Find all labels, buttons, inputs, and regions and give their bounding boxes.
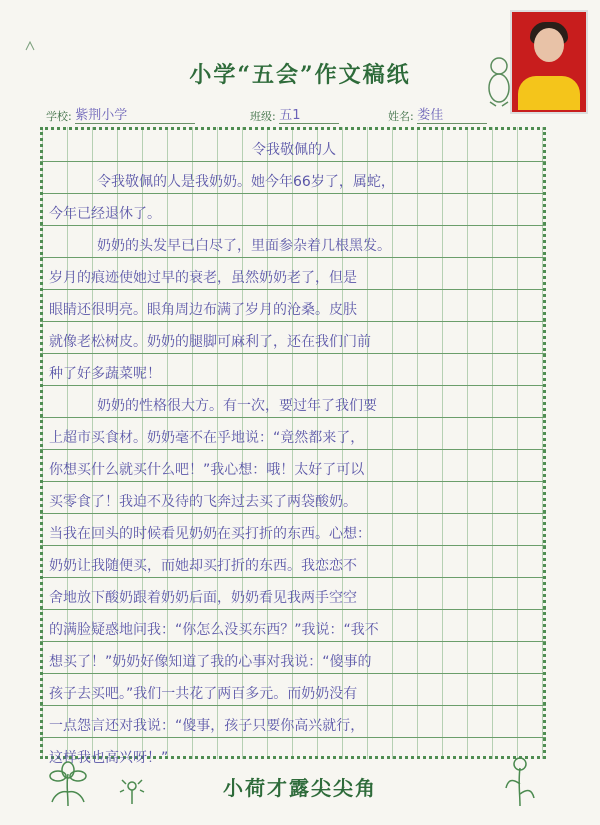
class-value: 五1: [279, 108, 301, 123]
name-label: 姓名:: [388, 110, 414, 123]
essay-text: [49, 134, 539, 774]
essay-line: 一点怨言还对我说：“傻事，孩子只要你高兴就行，: [49, 718, 365, 734]
school-label: 学校:: [46, 110, 72, 123]
essay-line: 奶奶的头发早已白尽了，里面参杂着几根黑发。: [97, 238, 391, 254]
small-flower-icon: [118, 776, 146, 806]
name-value: 娄佳: [417, 108, 444, 123]
frog-decoration-icon: [486, 54, 512, 108]
class-field: [250, 104, 339, 124]
essay-line: 这样我也高兴呀！”: [49, 750, 169, 766]
essay-line: 孩子去买吧。”我们一共花了两百多元。而奶奶没有: [49, 686, 358, 702]
essay-line: 当我在回头的时候看见奶奶在买打折的东西。心想：: [49, 526, 371, 542]
photo-face: [534, 28, 564, 62]
school-value: 紫荆小学: [75, 108, 128, 123]
school-field: [46, 104, 195, 124]
student-photo: [510, 10, 588, 114]
essay-line: 上超市买食材。奶奶毫不在乎地说：“竟然都来了，: [49, 430, 365, 446]
essay-line: 令我敬佩的人是我奶奶。她今年66岁了，属蛇，: [97, 174, 395, 190]
essay-line: 岁月的痕迹使她过早的衰老，虽然奶奶老了，但是: [49, 270, 357, 286]
corner-mark-icon: [24, 40, 36, 52]
essay-line: 你想买什么就买什么吧！”我心想：哦！太好了可以: [49, 462, 365, 478]
essay-line: 舍地放下酸奶跟着奶奶后面，奶奶看见我两手空空: [49, 590, 357, 606]
name-field: [388, 104, 487, 124]
essay-title: 令我敬佩的人: [252, 142, 336, 158]
essay-line: 奶奶的性格很大方。有一次，要过年了我们要: [97, 398, 377, 414]
essay-line: 想买了！”奶奶好像知道了我的心事对我说：“傻事的: [49, 654, 372, 670]
essay-line: 就像老松树皮。奶奶的腿脚可麻利了，还在我们门前: [49, 334, 371, 350]
essay-line: 今年已经退休了。: [49, 206, 161, 222]
footer-slogan: 小荷才露尖尖角: [223, 776, 377, 800]
essay-line: 种了好多蔬菜呢！: [49, 366, 161, 382]
essay-line: 奶奶让我随便买，而她却买打折的东西。我恋恋不: [49, 558, 357, 574]
grass-decoration-icon: [500, 754, 540, 808]
essay-line: 眼睛还很明亮。眼角周边布满了岁月的沧桑。皮肤: [49, 302, 357, 318]
class-label: 班级:: [250, 110, 276, 123]
page-title: 小学“五会”作文稿纸: [189, 62, 411, 88]
photo-shirt: [518, 76, 580, 110]
essay-line: 买零食了！我迫不及待的飞奔过去买了两袋酸奶。: [49, 494, 357, 510]
essay-line: 的满脸疑惑地问我：“你怎么没买东西？”我说：“我不: [49, 622, 379, 638]
flower-decoration-icon: [44, 758, 92, 808]
writing-grid: [40, 127, 546, 766]
